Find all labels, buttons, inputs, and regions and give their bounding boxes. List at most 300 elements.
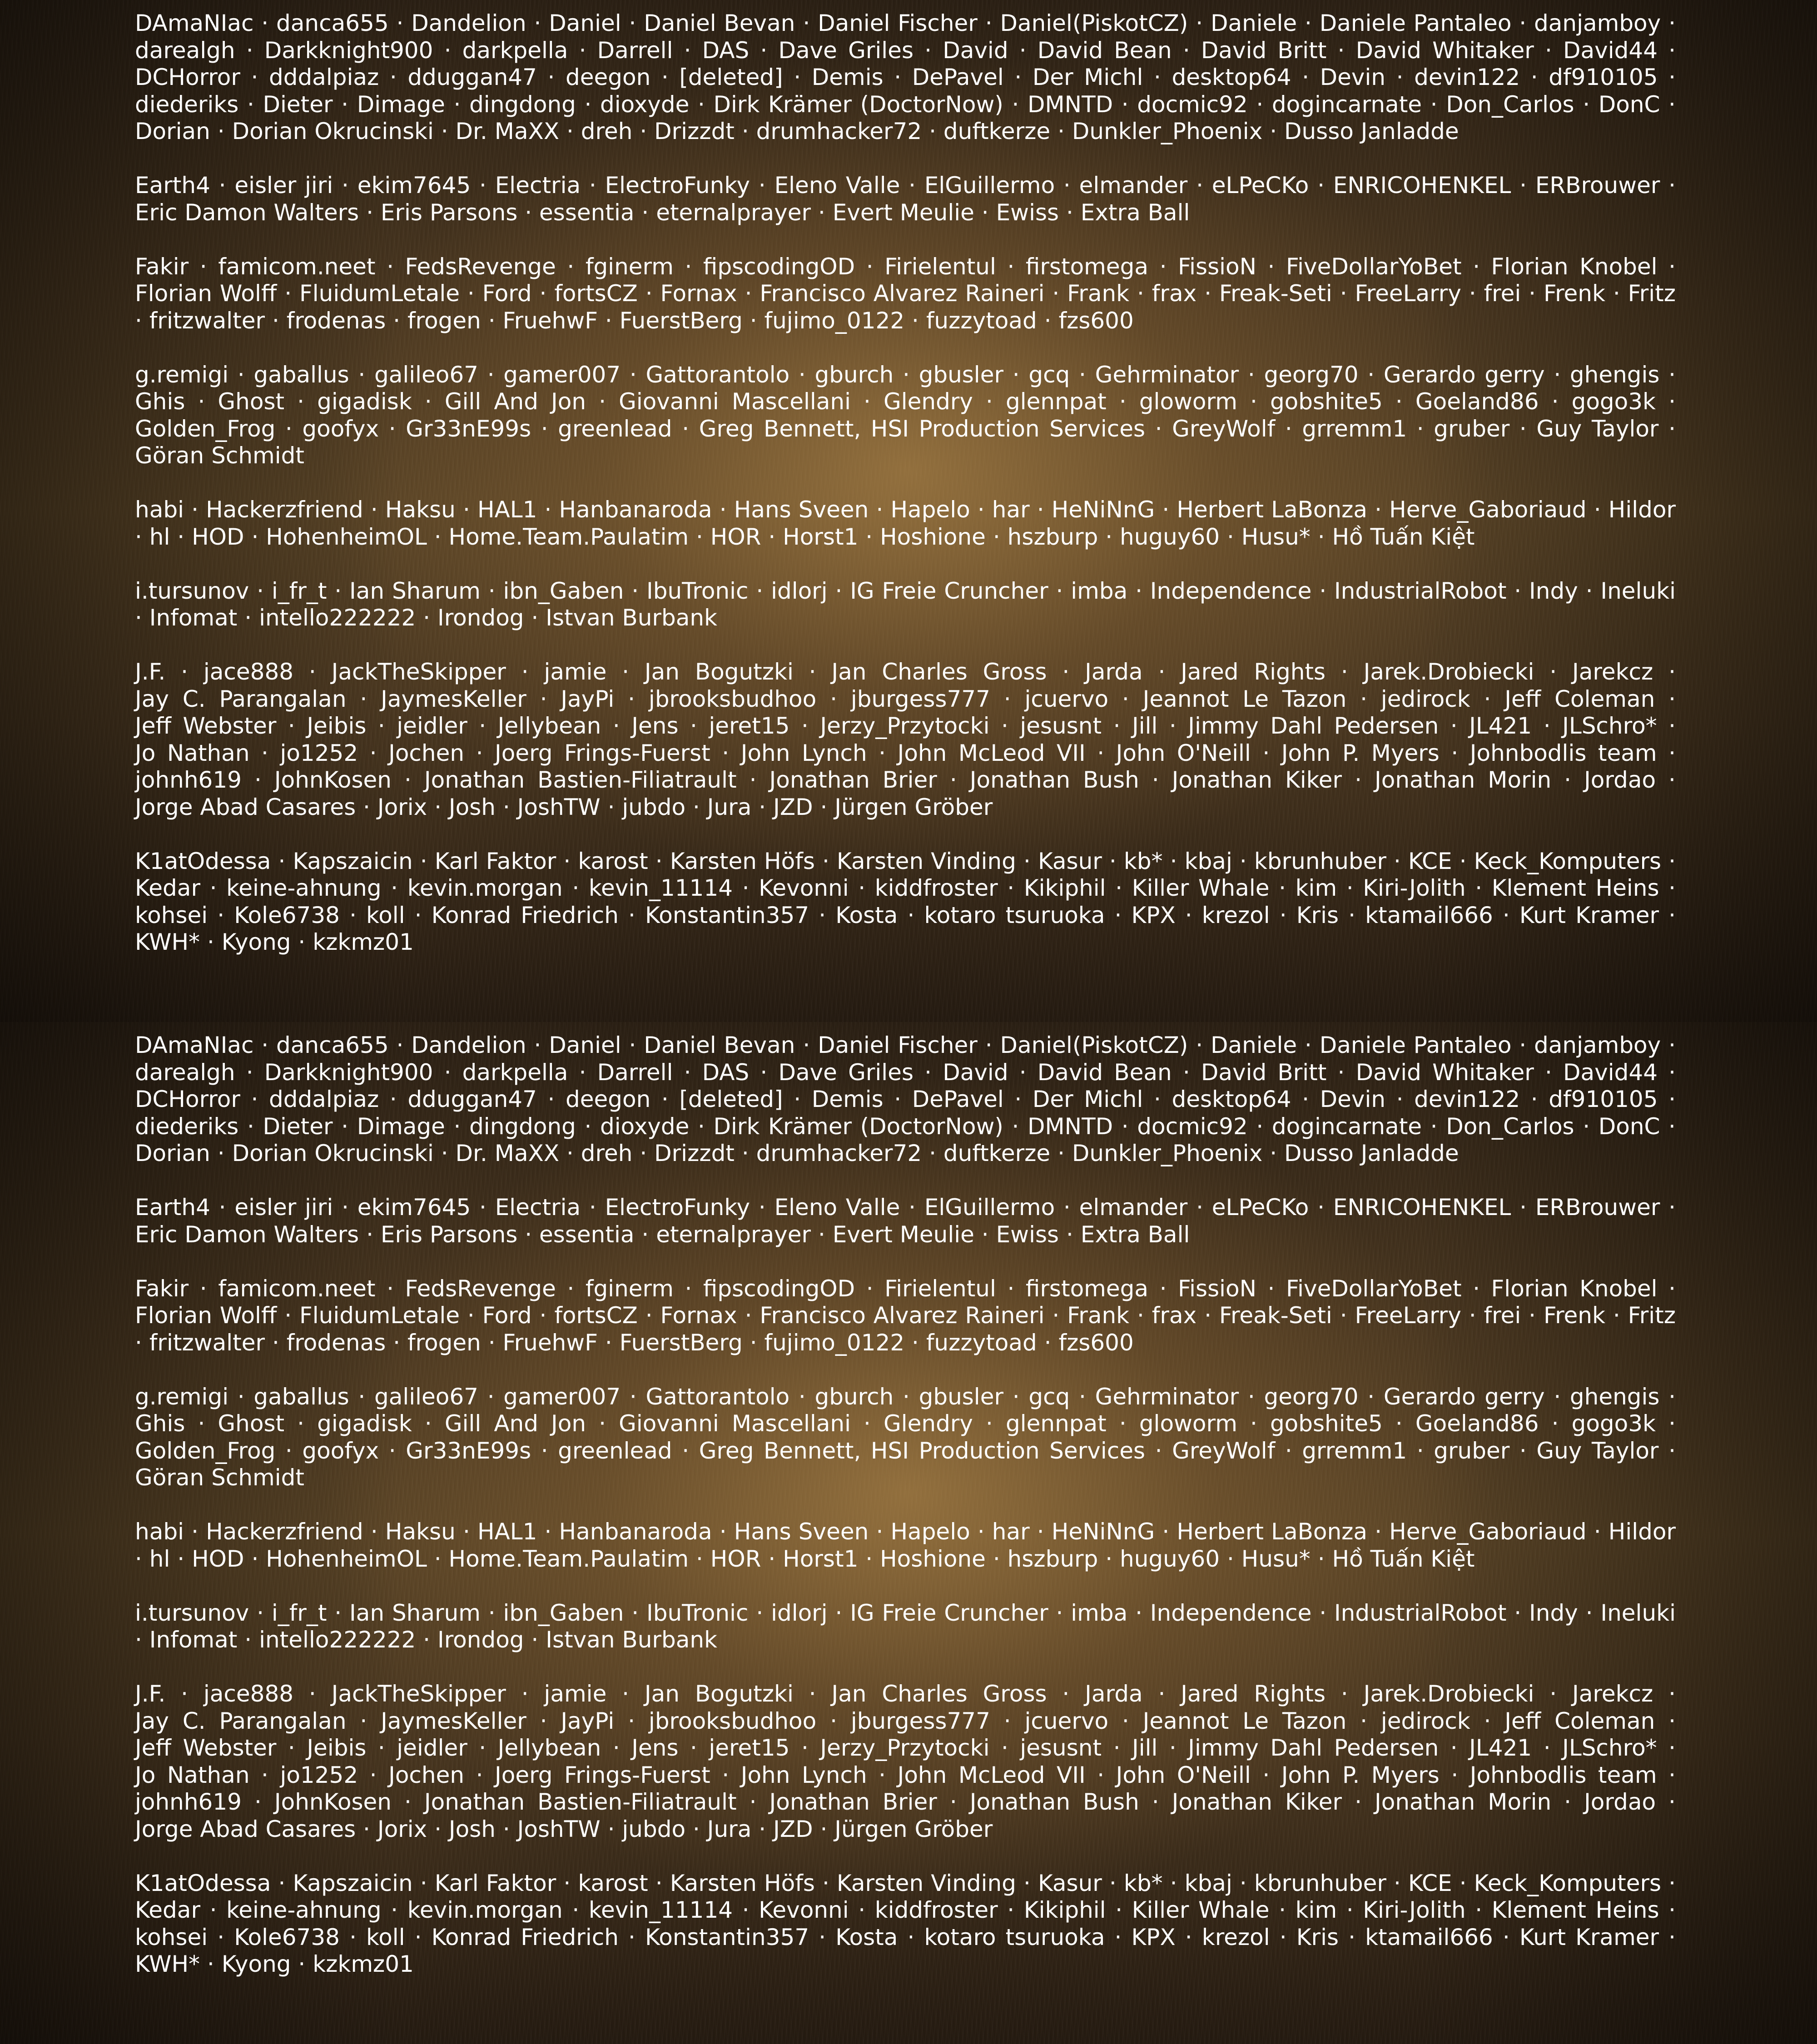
credit-name: Florian Knobel: [1491, 1275, 1658, 1302]
name-separator: ·: [1270, 902, 1296, 928]
credit-name: jeidler: [397, 713, 467, 739]
credit-name: Gehrminator: [1095, 1384, 1239, 1410]
name-separator: ·: [1098, 1546, 1120, 1572]
credit-name: Konstantin357: [645, 902, 809, 928]
name-separator: ·: [427, 1816, 449, 1842]
credit-name: JZD: [773, 794, 813, 820]
credit-name: ENRICOHENKEL: [1333, 1194, 1511, 1220]
name-separator: ·: [276, 713, 307, 739]
credit-name: jeidler: [397, 1735, 467, 1761]
name-separator: ·: [1059, 199, 1081, 226]
credit-name: K1atOdessa: [135, 848, 271, 874]
credit-name: Hapelo: [890, 1518, 970, 1545]
credit-name: JayPi: [561, 686, 614, 712]
name-separator: ·: [250, 1762, 280, 1788]
credit-name: JackTheSkipper: [332, 1681, 506, 1707]
name-separator: ·: [1660, 1113, 1676, 1140]
credit-name: Jorge Abad Casares: [135, 794, 356, 820]
credit-name: Keck_Komputers: [1474, 1870, 1662, 1896]
credit-name: desktop64: [1172, 1086, 1291, 1112]
name-separator: ·: [517, 1221, 539, 1248]
name-separator: ·: [1129, 1302, 1152, 1329]
name-separator: ·: [1407, 1438, 1434, 1464]
credit-name: Joerg Frings-Fuerst: [495, 1762, 710, 1788]
name-separator: ·: [1188, 1032, 1211, 1058]
name-separator: ·: [1452, 1870, 1474, 1896]
name-separator: ·: [208, 902, 234, 928]
name-separator: ·: [363, 496, 385, 523]
name-separator: ·: [1656, 1789, 1676, 1815]
credit-name: Konstantin357: [645, 1924, 809, 1950]
name-separator: ·: [1551, 767, 1584, 793]
credit-name: jcuervo: [1024, 1708, 1108, 1734]
name-separator: ·: [1047, 1681, 1085, 1707]
credit-name: Jordao: [1584, 1789, 1656, 1815]
name-separator: ·: [1008, 1059, 1038, 1086]
name-separator: ·: [568, 37, 597, 64]
credit-name: Haksu: [385, 1518, 456, 1545]
name-separator: ·: [1470, 1708, 1505, 1734]
name-separator: ·: [648, 1870, 670, 1896]
credit-name: DonC: [1599, 91, 1660, 118]
credit-name: deegon: [566, 1086, 650, 1112]
name-separator: ·: [733, 875, 759, 901]
credit-name: grremm1: [1302, 1438, 1407, 1464]
name-separator: ·: [1520, 1086, 1549, 1112]
name-separator: ·: [464, 740, 495, 766]
name-separator: ·: [1578, 578, 1601, 604]
name-separator: ·: [189, 253, 218, 280]
credit-name: Jeibis: [307, 713, 366, 739]
name-separator: ·: [689, 91, 713, 118]
credit-name: Gattorantolo: [645, 1384, 789, 1410]
name-separator: ·: [242, 767, 274, 793]
credit-name: Giovanni Mascellani: [619, 388, 851, 415]
name-separator: ·: [1657, 713, 1676, 739]
credit-name: kotaro tsuruoka: [924, 902, 1105, 928]
name-separator: ·: [556, 848, 578, 874]
name-separator: ·: [1656, 1410, 1676, 1437]
credit-name: HOD: [192, 524, 244, 550]
credit-name: Gill And Jon: [445, 388, 586, 415]
name-separator: ·: [1262, 118, 1284, 144]
name-separator: ·: [1220, 524, 1241, 550]
name-separator: ·: [1462, 1275, 1491, 1302]
name-separator: ·: [532, 280, 555, 307]
name-separator: ·: [412, 1410, 445, 1437]
name-separator: ·: [601, 794, 622, 820]
credit-name: gamer007: [503, 1384, 621, 1410]
name-separator: ·: [576, 1113, 600, 1140]
credit-name: Dirk Krämer (DoctorNow): [714, 1113, 1003, 1140]
credit-name: jedirock: [1381, 686, 1470, 712]
name-separator: ·: [1326, 1681, 1364, 1707]
credit-name: i.tursunov: [135, 578, 249, 604]
name-separator: ·: [710, 740, 741, 766]
name-separator: ·: [1037, 1330, 1059, 1356]
credit-name: danca655: [276, 1032, 389, 1058]
credit-name: DonC: [1599, 1113, 1660, 1140]
credit-name: Irondog: [437, 1627, 524, 1653]
credit-name: df910105: [1549, 1086, 1658, 1112]
credit-name: fuzzytoad: [926, 1330, 1037, 1356]
credit-name: dogincarnate: [1272, 1113, 1422, 1140]
name-separator: ·: [986, 1546, 1008, 1572]
credit-name: Jan Bogutzki: [645, 1681, 794, 1707]
name-separator: ·: [1220, 1546, 1241, 1572]
credit-name: KCE: [1408, 848, 1452, 874]
name-separator: ·: [189, 1275, 218, 1302]
name-separator: ·: [208, 1924, 234, 1950]
credit-name: greenlead: [558, 416, 672, 442]
credit-name: keine-ahnung: [226, 1897, 381, 1923]
name-separator: ·: [434, 118, 456, 144]
name-separator: ·: [1045, 280, 1067, 307]
credit-name: ghengis: [1570, 1384, 1660, 1410]
credit-name: fzs600: [1058, 1330, 1133, 1356]
credit-name: karost: [578, 1870, 648, 1896]
name-separator: ·: [1102, 1735, 1132, 1761]
name-separator: ·: [559, 1140, 581, 1166]
name-separator: ·: [789, 1735, 820, 1761]
name-separator: ·: [1113, 91, 1137, 118]
credit-name: Kapszaicin: [293, 1870, 412, 1896]
credit-name: Firielentul: [884, 1275, 996, 1302]
name-separator: ·: [379, 1086, 407, 1112]
name-separator: ·: [1578, 1600, 1601, 1626]
credit-name: eLPeCKo: [1212, 172, 1309, 198]
credit-name: Husu*: [1241, 524, 1311, 550]
credit-name: Independence: [1150, 578, 1312, 604]
name-separator: ·: [1196, 1302, 1219, 1329]
credit-name: galileo67: [374, 1384, 478, 1410]
name-separator: ·: [1311, 578, 1334, 604]
name-separator: ·: [1187, 1194, 1211, 1220]
name-separator: ·: [621, 10, 644, 36]
credit-name: famicom.neet: [218, 1275, 375, 1302]
name-separator: ·: [291, 1951, 313, 1977]
credit-name: K1atOdessa: [135, 1870, 271, 1896]
credit-name: JL421: [1469, 713, 1532, 739]
name-separator: ·: [635, 1221, 656, 1248]
name-separator: ·: [1574, 91, 1599, 118]
name-separator: ·: [749, 578, 771, 604]
credit-name: FissioN: [1178, 1275, 1256, 1302]
name-separator: ·: [1383, 1410, 1415, 1437]
name-separator: ·: [1342, 1789, 1375, 1815]
name-separator: ·: [524, 1627, 546, 1653]
credit-name: johnh619: [135, 1789, 242, 1815]
credit-name: HohenheimOL: [266, 524, 427, 550]
credit-name: Hildor: [1608, 1518, 1676, 1545]
credit-name: jeret15: [709, 1735, 789, 1761]
name-separator: ·: [433, 37, 462, 64]
credit-name: Ewiss: [996, 1221, 1059, 1248]
name-separator: ·: [1346, 686, 1381, 712]
name-separator: ·: [1163, 1870, 1185, 1896]
name-separator: ·: [433, 1059, 462, 1086]
credit-name: Fakir: [135, 1275, 189, 1302]
name-separator: ·: [563, 1897, 589, 1923]
name-separator: ·: [427, 794, 449, 820]
credit-name: GreyWolf: [1172, 416, 1275, 442]
credit-name: JackTheSkipper: [332, 659, 506, 685]
name-separator: ·: [673, 37, 702, 64]
name-separator: ·: [996, 253, 1026, 280]
name-separator: ·: [1659, 362, 1676, 388]
name-separator: ·: [1008, 37, 1038, 64]
credit-name: frax: [1152, 1302, 1196, 1329]
credit-name: Jens: [631, 1735, 678, 1761]
credit-name: Jarekcz: [1572, 1681, 1653, 1707]
name-separator: ·: [894, 362, 918, 388]
credit-name: Jonathan Brier: [769, 1789, 937, 1815]
credit-name: Jonathan Bastien-Filiatrault: [424, 767, 737, 793]
name-separator: ·: [632, 118, 654, 144]
name-separator: ·: [464, 1762, 495, 1788]
name-separator: ·: [1155, 496, 1177, 523]
credit-name: devin122: [1414, 1086, 1520, 1112]
name-separator: ·: [619, 902, 645, 928]
name-separator: ·: [712, 496, 734, 523]
name-separator: ·: [392, 1789, 424, 1815]
name-separator: ·: [327, 578, 349, 604]
name-separator: ·: [1106, 875, 1132, 901]
name-separator: ·: [621, 1032, 644, 1058]
credit-name: jburgess777: [851, 1708, 990, 1734]
name-separator: ·: [828, 1600, 850, 1626]
credit-name: Jarek.Drobiecki: [1364, 659, 1534, 685]
name-separator: ·: [389, 10, 412, 36]
credit-name: fuzzytoad: [926, 308, 1037, 334]
credit-name: Karsten Höfs: [670, 1870, 815, 1896]
name-separator: ·: [210, 172, 234, 198]
name-separator: ·: [386, 308, 407, 334]
credit-name: Dorian: [135, 118, 210, 144]
credit-name: [deleted]: [679, 1086, 783, 1112]
name-separator: ·: [989, 1735, 1020, 1761]
credit-name: dogincarnate: [1272, 91, 1422, 118]
credit-name: JL421: [1469, 1735, 1532, 1761]
credit-name: FiveDollarYoBet: [1286, 1275, 1462, 1302]
name-separator: ·: [284, 1410, 317, 1437]
name-separator: ·: [1511, 1194, 1535, 1220]
name-separator: ·: [598, 1330, 620, 1356]
name-separator: ·: [427, 524, 449, 550]
credit-name: Home.Team.Paulatim: [449, 524, 689, 550]
credit-name: Indy: [1529, 1600, 1578, 1626]
credit-name: jedirock: [1381, 1708, 1470, 1734]
credit-name: Ford: [482, 280, 532, 307]
credit-name: elmander: [1079, 1194, 1188, 1220]
name-separator: ·: [481, 578, 503, 604]
credit-name: Hồ Tuấn Kiệt: [1332, 524, 1474, 550]
name-separator: ·: [1339, 902, 1365, 928]
credit-name: Dimage: [357, 91, 445, 118]
credit-name: jubdo: [622, 794, 685, 820]
name-separator: ·: [1037, 308, 1059, 334]
credit-name: Kedar: [135, 875, 200, 901]
credit-name: Ghis: [135, 1410, 185, 1437]
name-separator: ·: [789, 362, 814, 388]
credit-name: Freak-Seti: [1219, 1302, 1332, 1329]
name-separator: ·: [456, 1518, 477, 1545]
credit-name: Karsten Vinding: [837, 1870, 1016, 1896]
name-separator: ·: [275, 416, 302, 442]
credit-name: Kevonni: [759, 1897, 849, 1923]
name-separator: ·: [165, 659, 204, 685]
credit-name: Jeibis: [307, 1735, 366, 1761]
credit-name: Don_Carlos: [1446, 91, 1574, 118]
credit-name: gbusler: [919, 362, 1003, 388]
name-separator: ·: [973, 388, 1006, 415]
credit-name: Hồ Tuấn Kiệt: [1332, 1546, 1474, 1572]
credit-name: Der Michl: [1033, 64, 1143, 90]
credit-name: ktamail666: [1365, 1924, 1493, 1950]
credit-name: Karl Faktor: [435, 1870, 556, 1896]
name-separator: ·: [1127, 578, 1150, 604]
name-separator: ·: [884, 1086, 912, 1112]
credit-name: g.remigi: [135, 362, 228, 388]
credit-name: GreyWolf: [1172, 1438, 1275, 1464]
name-separator: ·: [1511, 1032, 1534, 1058]
credit-name: Jonathan Bastien-Filiatrault: [424, 1789, 737, 1815]
credit-name: Jürgen Gröber: [834, 1816, 993, 1842]
name-separator: ·: [235, 1059, 264, 1086]
credit-name: IG Freie Cruncher: [850, 1600, 1048, 1626]
name-separator: ·: [1275, 416, 1302, 442]
credit-name: kb*: [1124, 848, 1163, 874]
credit-name: fzs600: [1058, 308, 1133, 334]
credit-name: jace888: [204, 659, 293, 685]
credit-name: eLPeCKo: [1212, 1194, 1309, 1220]
credit-name: essentia: [539, 1221, 634, 1248]
credit-name: David: [943, 37, 1008, 64]
credit-name: kzkmz01: [313, 1951, 414, 1977]
name-separator: ·: [416, 605, 437, 631]
name-separator: ·: [382, 875, 407, 901]
name-separator: ·: [586, 388, 619, 415]
name-separator: ·: [185, 1410, 218, 1437]
credit-name: Jill: [1132, 1735, 1157, 1761]
name-separator: ·: [1534, 37, 1563, 64]
credit-name: Karsten Vinding: [837, 848, 1016, 874]
credit-name: Jarda: [1085, 659, 1142, 685]
name-separator: ·: [456, 496, 477, 523]
name-separator: ·: [1176, 902, 1202, 928]
name-separator: ·: [1452, 848, 1474, 874]
name-separator: ·: [1386, 1870, 1408, 1896]
name-separator: ·: [749, 37, 778, 64]
name-separator: ·: [1539, 388, 1572, 415]
credit-name: Ghost: [218, 388, 284, 415]
name-separator: ·: [135, 308, 149, 334]
credit-name: Francisco Alvarez Raineri: [760, 280, 1044, 307]
name-separator: ·: [184, 1518, 206, 1545]
credit-name: HAL1: [477, 1518, 537, 1545]
credit-name: dddalpiaz: [269, 64, 379, 90]
name-separator: ·: [135, 605, 149, 631]
name-separator: ·: [749, 1600, 771, 1626]
credit-name: Electria: [495, 172, 581, 198]
name-separator: ·: [237, 1627, 259, 1653]
credit-name: FissioN: [1178, 253, 1256, 280]
name-separator: ·: [1105, 1924, 1131, 1950]
credit-name: krezol: [1202, 902, 1270, 928]
name-separator: ·: [1660, 172, 1676, 198]
credit-name: famicom.neet: [218, 253, 375, 280]
name-separator: ·: [327, 1600, 349, 1626]
credit-name: FruehwF: [502, 1330, 597, 1356]
credit-name: Gattorantolo: [645, 362, 789, 388]
credit-name: Klement Heins: [1492, 875, 1659, 901]
credit-name: g.remigi: [135, 1384, 228, 1410]
credit-name: Dusso Janladde: [1284, 118, 1459, 144]
credit-name: drumhacker72: [756, 1140, 922, 1166]
credit-name: ibn_Gaben: [503, 578, 624, 604]
name-separator: ·: [1659, 1897, 1676, 1923]
name-separator: ·: [537, 496, 559, 523]
credit-name: Göran Schmidt: [135, 1464, 304, 1491]
name-separator: ·: [1545, 1384, 1570, 1410]
name-separator: ·: [867, 740, 898, 766]
name-separator: ·: [1466, 875, 1492, 901]
name-separator: ·: [347, 686, 381, 712]
name-separator: ·: [606, 659, 645, 685]
name-separator: ·: [340, 902, 366, 928]
credit-name: David44: [1563, 1059, 1658, 1086]
credit-name: DAS: [702, 37, 750, 64]
name-separator: ·: [526, 686, 561, 712]
name-separator: ·: [712, 1518, 734, 1545]
credit-name: dreh: [581, 118, 633, 144]
credit-name: hszburp: [1008, 524, 1098, 550]
credit-name: Ford: [482, 1302, 532, 1329]
credit-name: Frenk: [1544, 280, 1605, 307]
credit-name: johnh619: [135, 767, 242, 793]
name-separator: ·: [638, 1302, 660, 1329]
name-separator: ·: [531, 1438, 558, 1464]
name-separator: ·: [970, 1518, 992, 1545]
name-separator: ·: [1188, 10, 1211, 36]
credit-name: Golden_Frog: [135, 416, 275, 442]
credit-name: David44: [1563, 37, 1658, 64]
name-separator: ·: [1657, 1762, 1676, 1788]
credit-name: FruehwF: [502, 308, 597, 334]
credit-name: Daniel(PiskotCZ): [1000, 10, 1188, 36]
name-separator: ·: [1248, 91, 1272, 118]
name-separator: ·: [1658, 1059, 1676, 1086]
name-separator: ·: [733, 1897, 759, 1923]
credit-name: krezol: [1202, 1924, 1270, 1950]
name-separator: ·: [1016, 1870, 1038, 1896]
credit-name: Dr. MaXX: [456, 1140, 560, 1166]
name-separator: ·: [581, 172, 605, 198]
name-separator: ·: [200, 875, 226, 901]
name-separator: ·: [1086, 740, 1116, 766]
name-separator: ·: [828, 578, 850, 604]
credit-name: kb*: [1124, 1870, 1163, 1896]
name-separator: ·: [1269, 875, 1295, 901]
name-separator: ·: [1309, 1194, 1333, 1220]
credit-name: Dieter: [263, 91, 333, 118]
credit-name: Jarekcz: [1572, 659, 1653, 685]
name-separator: ·: [1232, 848, 1254, 874]
name-separator: ·: [635, 199, 656, 226]
credit-name: Josh: [449, 794, 496, 820]
credit-name: Earth4: [135, 172, 210, 198]
credit-name: gigadisk: [317, 388, 412, 415]
